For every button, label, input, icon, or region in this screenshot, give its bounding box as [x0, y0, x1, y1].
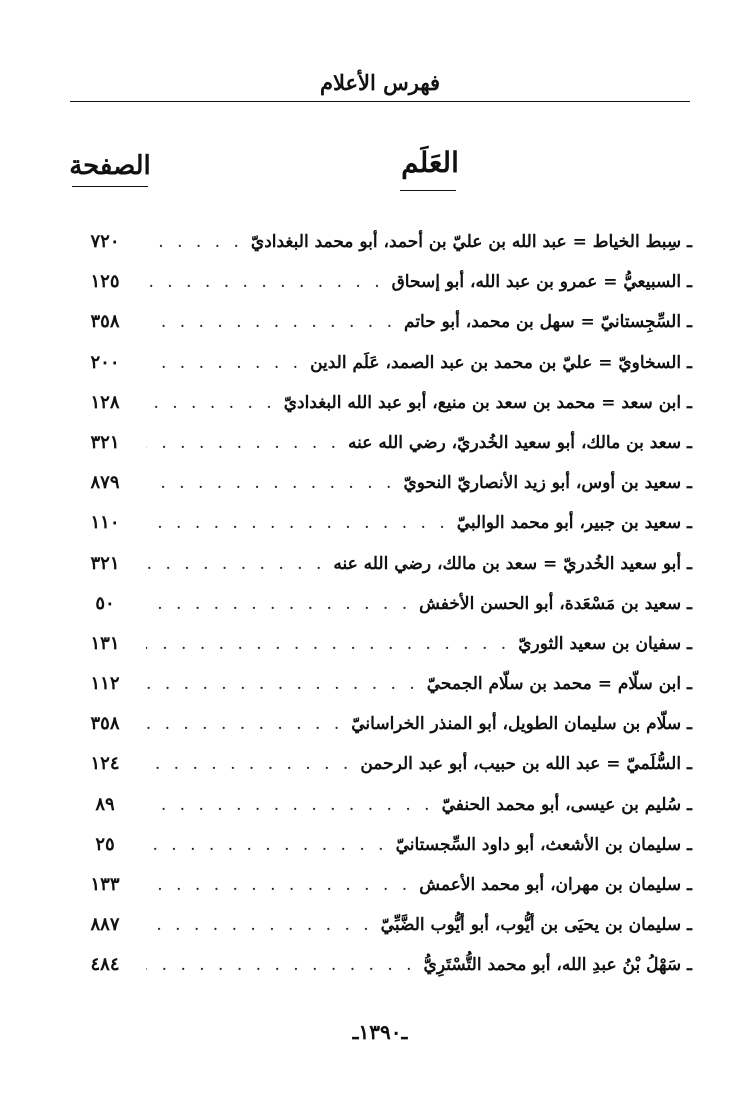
index-entry [72, 664, 692, 704]
entry-name: ـ سليمان بن الأشعث، أبو داود السِّجستانيّ [395, 834, 692, 855]
leader-dots [146, 945, 416, 985]
index-entry [72, 865, 692, 905]
entry-name: ـ سعيد بن مَسْعَدة، أبو الحسن الأخفش [419, 593, 692, 614]
leader-dots [146, 383, 276, 423]
column-heading-page: الصفحة [69, 151, 151, 181]
running-title: فهرس الأعلام [319, 70, 441, 95]
entry-name: ـ سُليم بن عيسى، أبو محمد الحنفيّ [441, 794, 692, 815]
leader-dots [146, 744, 352, 784]
leader-dots [146, 905, 373, 945]
entry-name: ـ السِّجِستانيّ = سهل بن محمد، أبو حاتم [404, 312, 692, 333]
entry-page-number: ٣٢١ [90, 431, 120, 453]
index-entry [72, 222, 692, 262]
entry-name: ـ سعيد بن أوس، أبو زيد الأنصاريّ النحويّ [403, 473, 692, 494]
entry-page-number: ١٣٣ [90, 874, 120, 895]
entry-page-number: ٣٥٨ [90, 311, 120, 333]
leader-dots [146, 865, 411, 905]
column-heading-page-underline [72, 186, 148, 187]
entry-page-number: ٥٠ [95, 592, 115, 614]
entry-page-number: ٢٥ [95, 833, 115, 855]
entry-name: ـ سليمان بن يحيَى بن أيُّوب، أبو أيُّوب الضَّبِّيّ [380, 915, 692, 936]
leader-dots [146, 544, 325, 584]
leader-dots [146, 302, 396, 342]
index-entry [72, 302, 692, 342]
page-number: ـ١٣٩٠ـ [352, 1020, 408, 1044]
index-entry [72, 624, 692, 664]
leader-dots [146, 825, 388, 865]
entry-name: ـ السُّلَميّ = عبد الله بن حبيب، أبو عبد الرحمن [360, 754, 692, 775]
entry-page-number: ٧٢٠ [90, 231, 120, 252]
index-entry [72, 503, 692, 543]
leader-dots [146, 503, 449, 543]
entry-name: ـ السخاويّ = عليّ بن محمد بن عبد الصمد، عَلَم الدين [310, 352, 692, 373]
index-entry [72, 423, 692, 463]
entry-name: ـ سَهْلُ بْنُ عبدِ الله، أبو محمد التُّسْتَرِيُّ [423, 955, 692, 976]
entry-page-number: ٢٠٠ [90, 351, 120, 373]
leader-dots [146, 664, 419, 704]
header-rule [70, 101, 690, 102]
leader-dots [146, 423, 340, 463]
entry-name: ـ سعيد بن جبير، أبو محمد الوالبيّ [456, 513, 692, 534]
entry-page-number: ٣٥٨ [90, 713, 120, 735]
entry-name: ـ ابن سلّام = محمد بن سلّام الجمحيّ [426, 674, 692, 695]
entry-page-number: ١١٠ [90, 512, 120, 534]
leader-dots [146, 624, 510, 664]
index-entry [72, 544, 692, 584]
entry-page-number: ٤٨٤ [90, 954, 120, 976]
leader-dots [146, 222, 243, 262]
entry-name: ـ سفيان بن سعيد الثوريّ [518, 633, 692, 654]
entry-page-number: ١٢٤ [90, 753, 120, 775]
leader-dots [146, 584, 411, 624]
index-entry [72, 343, 692, 383]
entry-page-number: ٨٨٧ [90, 914, 120, 936]
entry-name: ـ سلّام بن سليمان الطويل، أبو المنذر الخراسانيّ [351, 714, 692, 735]
index-entry [72, 704, 692, 744]
entry-page-number: ١٣١ [90, 632, 120, 654]
leader-dots [146, 262, 384, 302]
index-entry [72, 744, 692, 784]
index-entry [72, 584, 692, 624]
entry-name: ـ سعد بن مالك، أبو سعيد الخُدريّ، رضي الله عنه [348, 432, 692, 453]
index-entries [72, 222, 692, 986]
entry-page-number: ١١٢ [90, 673, 120, 695]
index-entry [72, 945, 692, 985]
leader-dots [146, 463, 395, 503]
entry-page-number: ٣٢١ [90, 552, 120, 574]
entry-page-number: ٨٧٩ [90, 472, 120, 494]
entry-page-number: ٨٩ [95, 793, 115, 815]
index-entry [72, 825, 692, 865]
index-entry [72, 262, 692, 302]
leader-dots [146, 785, 434, 825]
column-heading-name-underline [400, 190, 456, 191]
entry-name: ـ أبو سعيد الخُدريّ = سعد بن مالك، رضي الله عنه [333, 553, 692, 574]
entry-page-number: ١٢٨ [90, 391, 120, 413]
index-entry [72, 383, 692, 423]
leader-dots [146, 704, 343, 744]
index-entry [72, 905, 692, 945]
entry-name: ـ سليمان بن مهران، أبو محمد الأعمش [419, 875, 692, 895]
entry-name: ـ السبيعيُّ = عمرو بن عبد الله، أبو إسحاق [391, 272, 692, 293]
entry-name: ـ ابن سعد = محمد بن سعد بن منيع، أبو عبد الله البغداديّ [283, 392, 692, 413]
column-heading-name: العَلَم [401, 146, 459, 179]
leader-dots [146, 343, 302, 383]
index-entry [72, 785, 692, 825]
entry-name: ـ سِبط الخياط = عبد الله بن عليّ بن أحمد، أبو محمد البغداديّ [250, 232, 692, 252]
index-entry [72, 463, 692, 503]
entry-page-number: ١٢٥ [90, 271, 120, 293]
